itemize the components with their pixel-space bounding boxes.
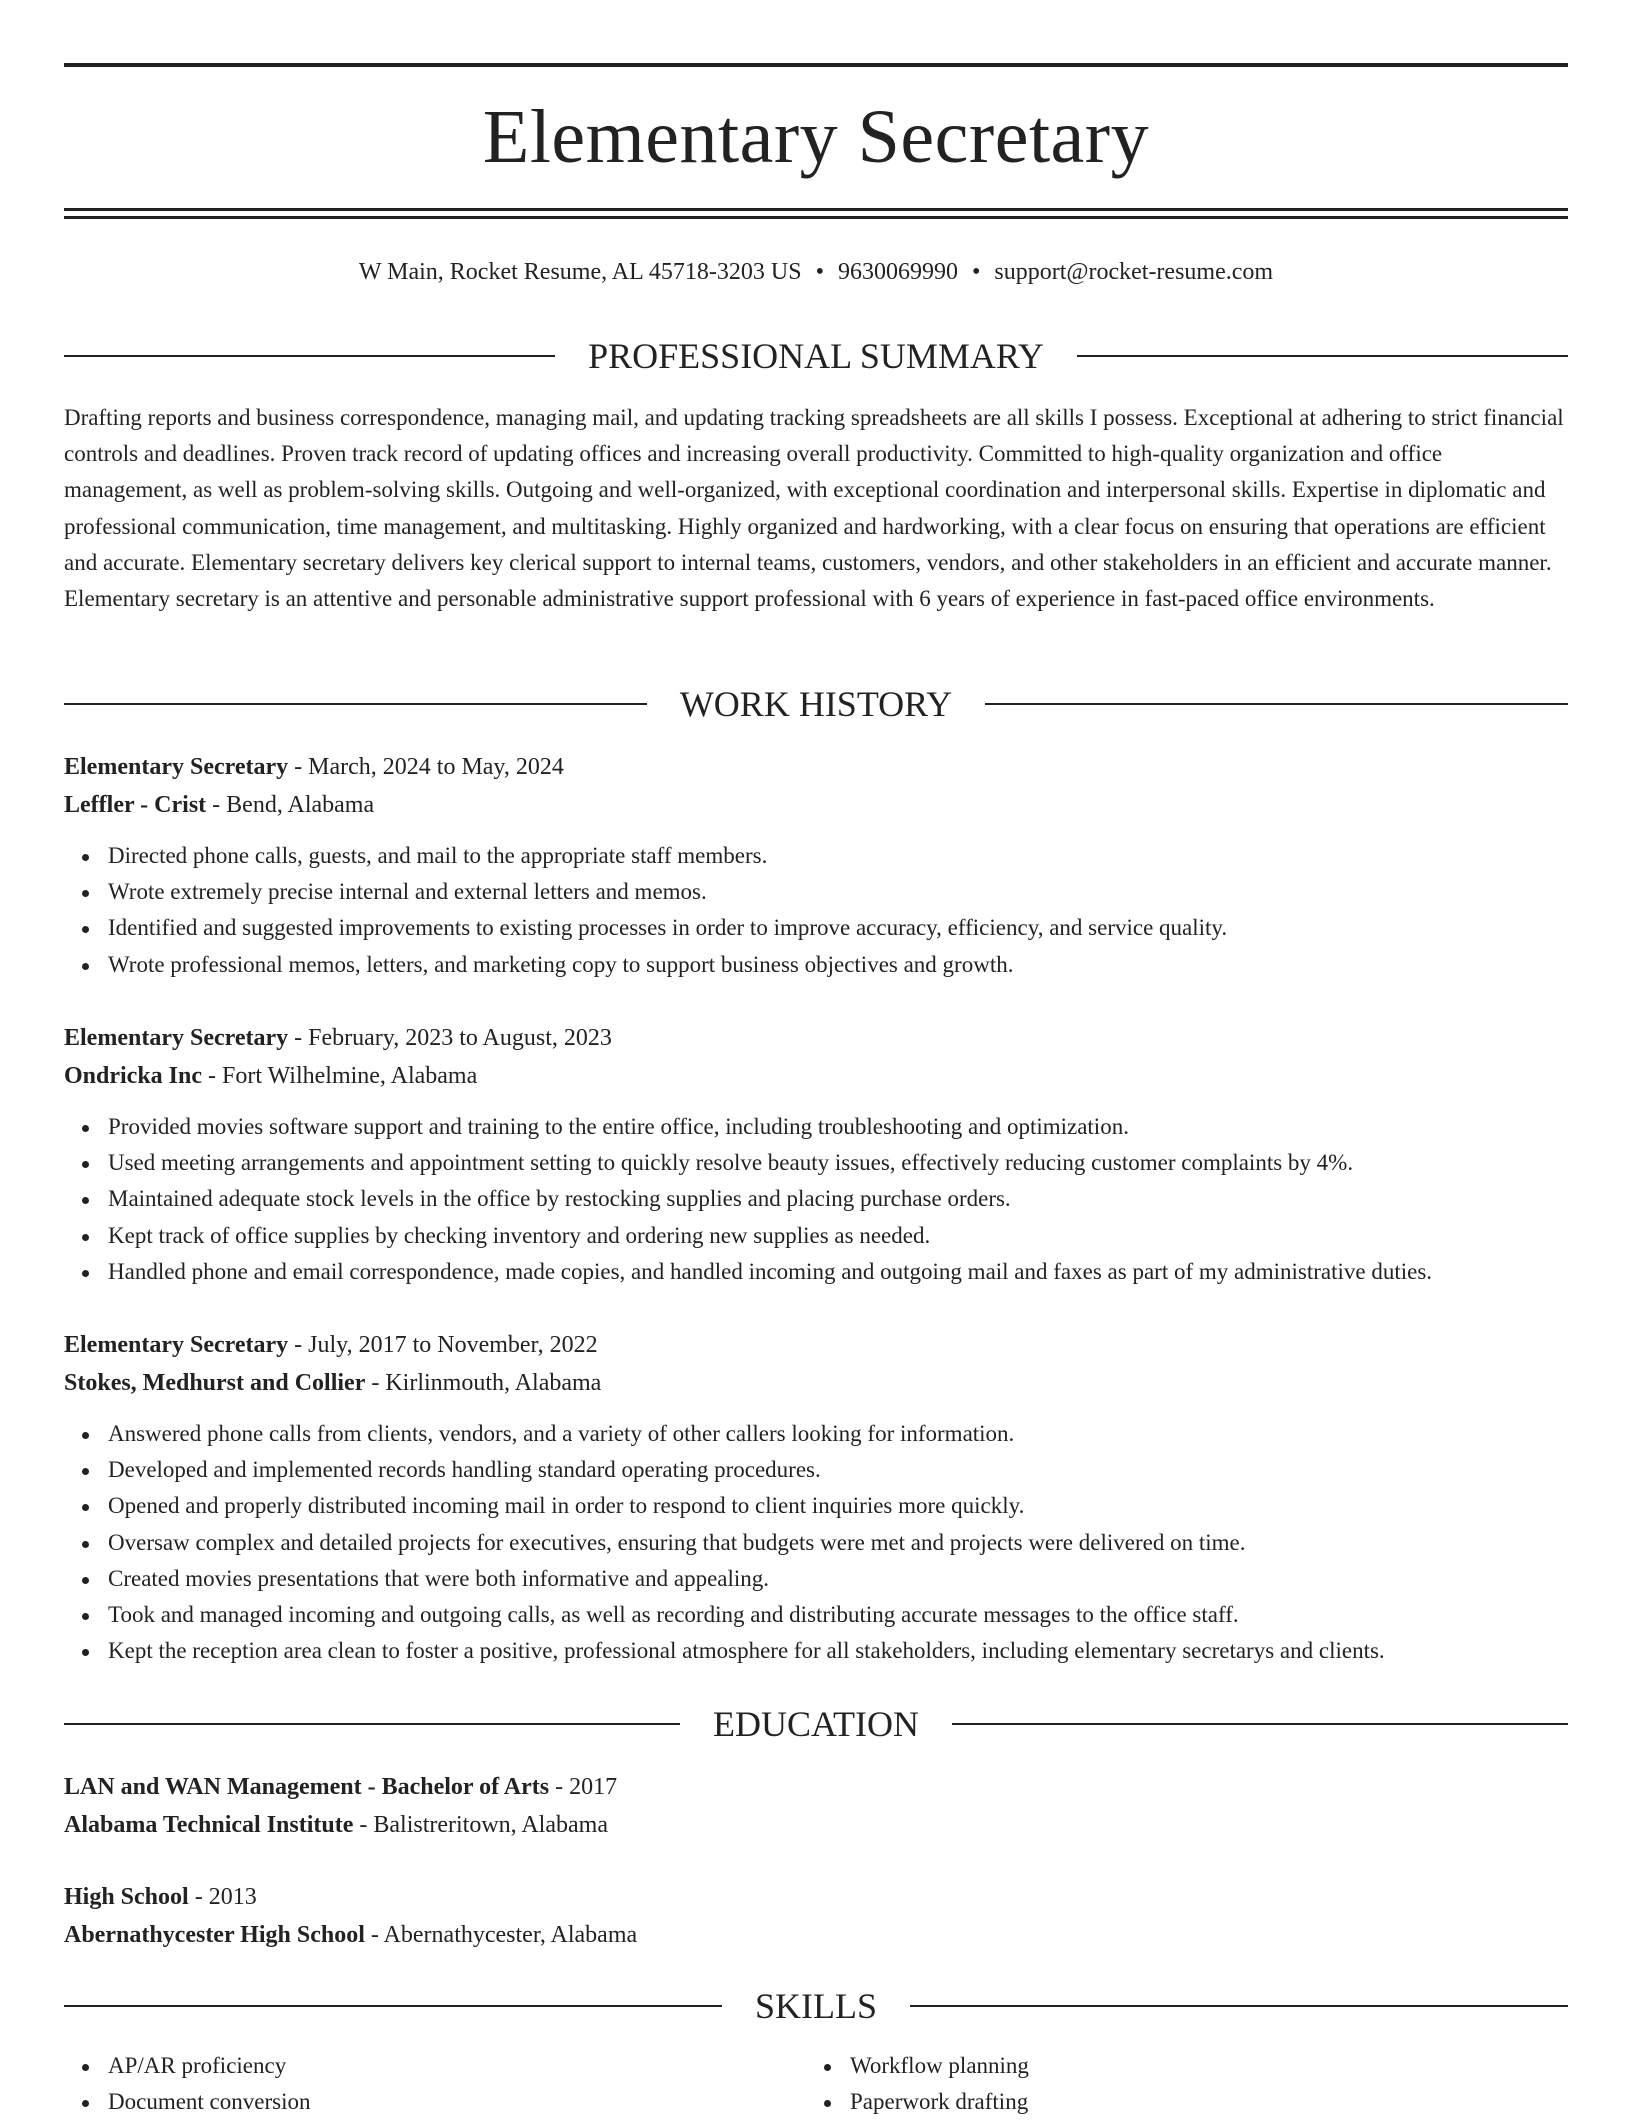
- job-location: - Kirlinmouth, Alabama: [365, 1370, 602, 1396]
- skill-item: Paperwork drafting: [850, 2084, 1548, 2120]
- education-year: - 2013: [188, 1884, 257, 1910]
- job-entry: [64, 1019, 1568, 1290]
- job-bullet: Took and managed incoming and outgoing calls, as well as recording and distributing accurate messages to the office staff.: [108, 1597, 1568, 1633]
- job-bullet: Created movies presentations that were both informative and appealing.: [108, 1561, 1568, 1597]
- job-company-line: [64, 1364, 1568, 1402]
- heading-rule-right: [1077, 355, 1568, 357]
- job-bullet: Kept the reception area clean to foster a positive, professional atmosphere for all stakeholders, including elementary secretarys and clients.: [108, 1633, 1568, 1669]
- work-history-heading-label: WORK HISTORY: [679, 684, 953, 724]
- job-entry: [64, 1326, 1568, 1669]
- skills-heading-label: SKILLS: [755, 1986, 878, 2026]
- contact-separator: •: [971, 259, 981, 285]
- skills-column-left: [64, 2048, 806, 2120]
- education-school-line: [64, 1806, 1568, 1844]
- job-bullet: Used meeting arrangements and appointment setting to quickly resolve beauty issues, effectively reducing customer complaints by 4%.: [108, 1145, 1568, 1181]
- work-history-heading: [64, 682, 1568, 726]
- contact-separator: •: [815, 259, 824, 285]
- job-title-line: [64, 1019, 1568, 1057]
- education-degree: LAN and WAN Management - Bachelor of Arts: [64, 1774, 550, 1800]
- job-bullet: Identified and suggested improvements to existing processes in order to improve accuracy, efficiency, and service quality.: [108, 910, 1568, 946]
- job-bullet: Wrote extremely precise internal and external letters and memos.: [108, 874, 1568, 910]
- education-location: - Balistreritown, Alabama: [353, 1812, 608, 1838]
- job-company: Stokes, Medhurst and Collier: [64, 1370, 366, 1396]
- job-company: Leffler - Crist: [64, 792, 207, 818]
- job-entry: [64, 748, 1568, 983]
- contact-phone: 9630069990: [837, 259, 958, 285]
- job-company-line: [64, 1057, 1568, 1095]
- education-location: - Abernathycester, Alabama: [364, 1922, 638, 1948]
- top-rule: [64, 63, 1568, 67]
- job-bullet: Directed phone calls, guests, and mail to the appropriate staff members.: [108, 838, 1568, 874]
- education-year: - 2017: [549, 1774, 618, 1800]
- job-company: Ondricka Inc: [64, 1063, 203, 1089]
- heading-rule-left: [64, 703, 647, 705]
- job-location: - Fort Wilhelmine, Alabama: [202, 1063, 478, 1089]
- job-bullet: Kept track of office supplies by checking inventory and ordering new supplies as needed.: [108, 1218, 1568, 1254]
- skill-item: AP/AR proficiency: [108, 2048, 806, 2084]
- education-entry: [64, 1878, 1568, 1954]
- job-bullets: [64, 1109, 1568, 1290]
- education-school-line: [64, 1916, 1568, 1954]
- heading-rule-left: [64, 2005, 722, 2007]
- heading-rule-left: [64, 1723, 680, 1725]
- skills-list: [64, 2048, 1568, 2120]
- title-double-rule-top: [64, 208, 1568, 211]
- job-bullets: [64, 838, 1568, 983]
- summary-text: Drafting reports and business correspondence, managing mail, and updating tracking spreadsheets are all skills I possess. Exceptional at adhering to strict financial controls and deadlines. Proven track record of updating offices and increasing overall productivity. Committed to high-quality organization and office management, as well as problem-solving skills. Outgoing and well-organized, with exceptional coordination and interpersonal skills. Expertise in diplomatic and professional communication, time management, and multitasking. Highly organized and hardworking, with a clear focus on ensuring that operations are efficient and accurate. Elementary secretary delivers key clerical support to internal teams, customers, vendors, and other stakeholders in an efficient and accurate manner. Elementary secretary is an attentive and personable administrative support professional with 6 years of experience in fast-paced office environments.: [64, 405, 1564, 612]
- job-title: Elementary Secretary: [64, 754, 289, 780]
- heading-rule-left: [64, 355, 555, 357]
- job-title-line: [64, 748, 1568, 786]
- job-bullet: Opened and properly distributed incoming mail in order to respond to client inquiries more quickly.: [108, 1488, 1568, 1524]
- contact-line: [64, 252, 1568, 292]
- heading-rule-right: [910, 2005, 1568, 2007]
- education-degree-line: [64, 1878, 1568, 1916]
- skills-column-right: [806, 2048, 1548, 2120]
- job-bullet: Wrote professional memos, letters, and marketing copy to support business objectives and growth.: [108, 947, 1568, 983]
- job-title: Elementary Secretary: [64, 1025, 289, 1051]
- page-title: Elementary Secretary: [482, 95, 1150, 179]
- education-school: Alabama Technical Institute: [64, 1812, 354, 1838]
- education-entry: [64, 1768, 1568, 1844]
- heading-rule-right: [952, 1723, 1568, 1725]
- summary-heading-label: PROFESSIONAL SUMMARY: [588, 336, 1044, 376]
- job-title-line: [64, 1326, 1568, 1364]
- job-title: Elementary Secretary: [64, 1332, 289, 1358]
- heading-rule-right: [985, 703, 1568, 705]
- job-bullet: Oversaw complex and detailed projects for executives, ensuring that budgets were met and projects were delivered on time.: [108, 1525, 1568, 1561]
- job-bullet: Developed and implemented records handling standard operating procedures.: [108, 1452, 1568, 1488]
- summary-heading: [64, 334, 1568, 378]
- job-bullet: Answered phone calls from clients, vendors, and a variety of other callers looking for information.: [108, 1416, 1568, 1452]
- education-degree: High School: [64, 1884, 189, 1910]
- title-double-rule-bottom: [64, 216, 1568, 219]
- job-dates: - July, 2017 to November, 2022: [288, 1332, 598, 1358]
- job-bullet: Provided movies software support and training to the entire office, including troubleshooting and optimization.: [108, 1109, 1568, 1145]
- job-dates: - February, 2023 to August, 2023: [288, 1025, 612, 1051]
- education-degree-line: [64, 1768, 1568, 1806]
- job-company-line: [64, 786, 1568, 824]
- contact-address: W Main, Rocket Resume, AL 45718-3203 US: [358, 259, 802, 285]
- job-location: - Bend, Alabama: [206, 792, 375, 818]
- skill-item: Workflow planning: [850, 2048, 1548, 2084]
- job-bullet: Handled phone and email correspondence, made copies, and handled incoming and outgoing mail and faxes as part of my administrative duties.: [108, 1254, 1568, 1290]
- education-heading-label: EDUCATION: [713, 1704, 919, 1744]
- education-heading: [64, 1702, 1568, 1746]
- job-dates: - March, 2024 to May, 2024: [288, 754, 564, 780]
- skills-heading: [64, 1984, 1568, 2028]
- job-bullets: [64, 1416, 1568, 1669]
- skill-item: Document conversion: [108, 2084, 806, 2120]
- job-bullet: Maintained adequate stock levels in the office by restocking supplies and placing purchase orders.: [108, 1181, 1568, 1217]
- education-school: Abernathycester High School: [64, 1922, 365, 1948]
- contact-email: support@rocket-resume.com: [994, 259, 1274, 285]
